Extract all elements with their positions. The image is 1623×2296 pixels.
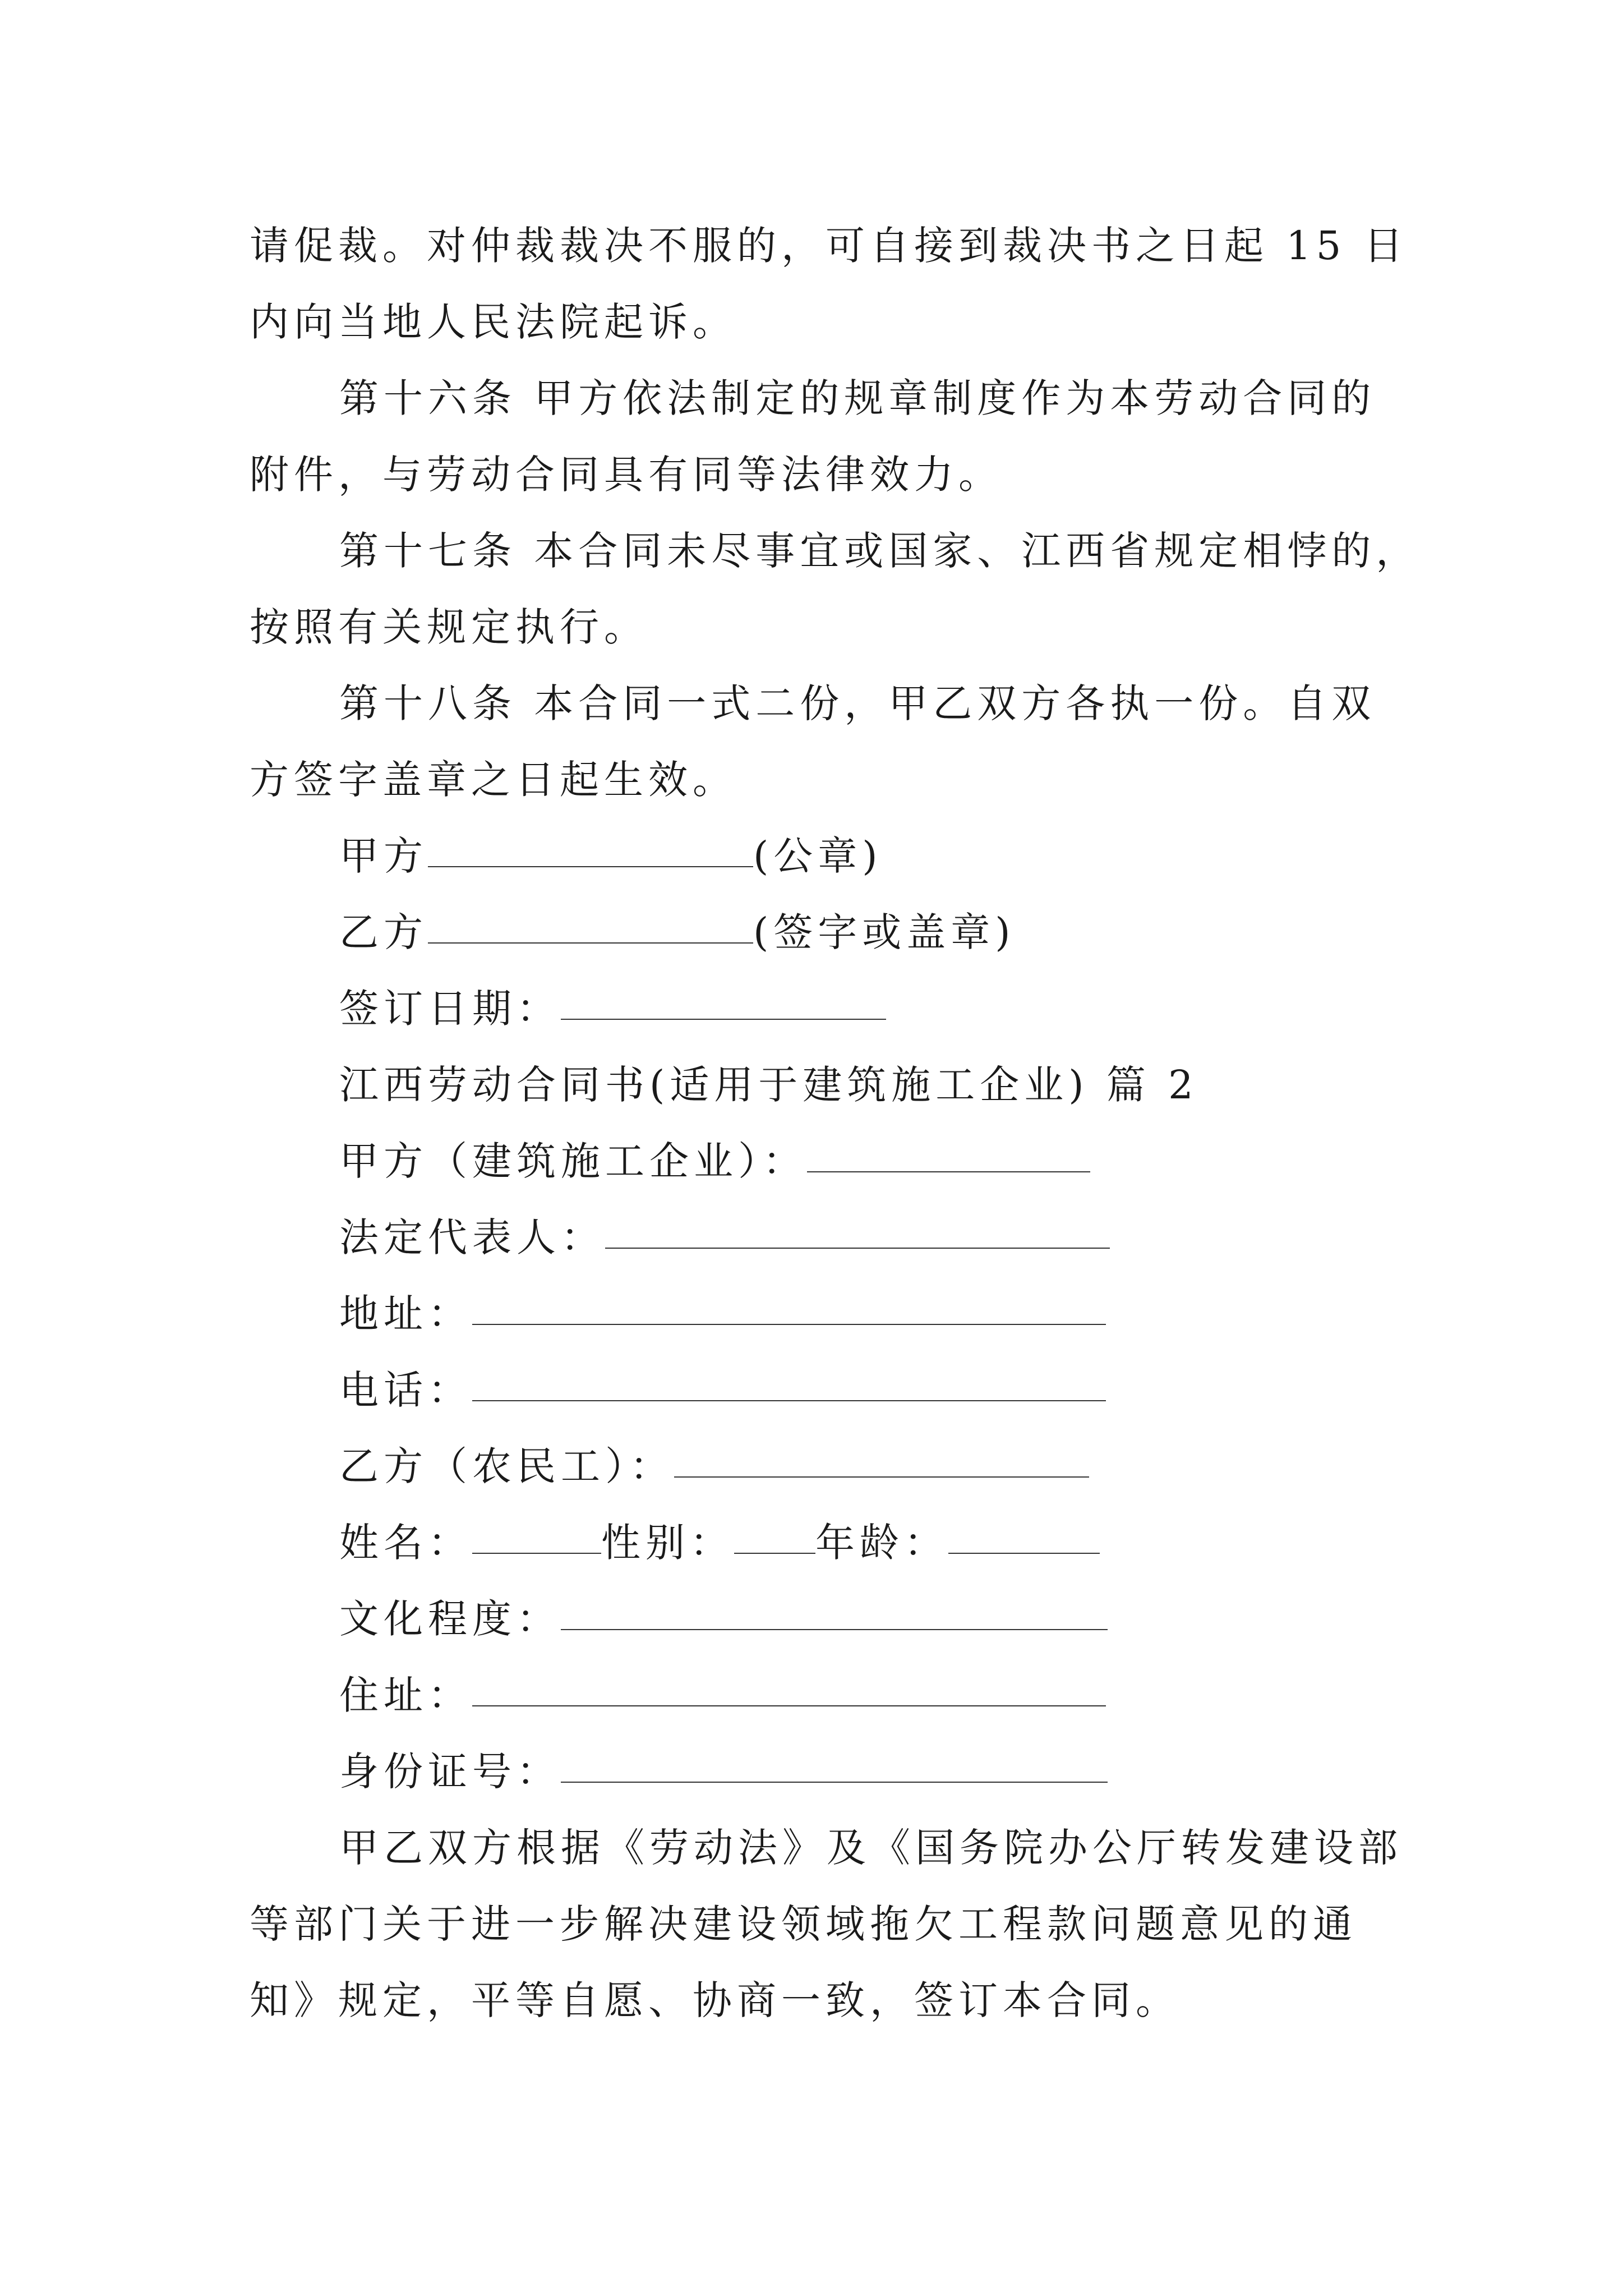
worker-blank[interactable]	[674, 1435, 1089, 1478]
sign-date-label: 签订日期：	[339, 986, 561, 1032]
gender-label: 性别：	[601, 1520, 734, 1566]
legal-rep-blank[interactable]	[605, 1206, 1110, 1249]
document-page	[250, 208, 1421, 2039]
phone-label: 电话：	[339, 1367, 472, 1413]
name-blank[interactable]	[472, 1511, 601, 1554]
legal-rep-label: 法定代表人：	[339, 1214, 605, 1260]
sign-date-blank[interactable]	[561, 977, 886, 1020]
address-label: 地址：	[339, 1291, 472, 1337]
text-line: 按照有关规定执行。	[250, 604, 648, 650]
worker-label: 乙方（农民工）：	[339, 1443, 674, 1489]
article-16: 第十六条 甲方依法制定的规章制度作为本劳动合同的	[339, 375, 1376, 421]
age-label: 年龄：	[815, 1520, 948, 1566]
form-residence	[250, 1657, 1396, 1733]
residence-label: 住址：	[339, 1672, 472, 1718]
party-a-blank[interactable]	[428, 825, 753, 867]
education-blank[interactable]	[561, 1588, 1108, 1630]
gender-blank[interactable]	[734, 1511, 815, 1554]
text-line: 附件，与劳动合同具有同等法律效力。	[250, 452, 1003, 498]
text-line: 方签字盖章之日起生效。	[250, 757, 737, 803]
form-phone	[250, 1352, 1396, 1428]
address-blank[interactable]	[472, 1282, 1106, 1325]
name-label: 姓名：	[339, 1520, 472, 1566]
residence-blank[interactable]	[472, 1664, 1106, 1706]
form-address	[250, 1276, 1396, 1352]
text-line: 请促裁。对仲裁裁决不服的，可自接到裁决书之日起 15 日	[250, 223, 1408, 269]
party-b-signature	[250, 894, 1396, 970]
id-number-blank[interactable]	[561, 1740, 1108, 1783]
id-number-label: 身份证号：	[339, 1749, 561, 1795]
text-line: 内向当地人民法院起诉。	[250, 299, 737, 345]
phone-blank[interactable]	[472, 1359, 1106, 1401]
party-a-label: 甲方	[339, 833, 428, 879]
age-blank[interactable]	[948, 1511, 1100, 1554]
form-worker	[250, 1428, 1396, 1504]
preamble-line: 知》规定，平等自愿、协商一致，签订本合同。	[250, 1977, 1180, 2023]
preamble-line: 等部门关于进一步解决建设领域拖欠工程款问题意见的通	[250, 1901, 1357, 1947]
form-education	[250, 1581, 1396, 1657]
form-legal-rep	[250, 1199, 1396, 1276]
form-employer	[250, 1123, 1396, 1199]
education-label: 文化程度：	[339, 1596, 561, 1642]
preamble-line: 甲乙双方根据《劳动法》及《国务院办公厅转发建设部	[339, 1825, 1403, 1871]
section-title: 江西劳动合同书(适用于建筑施工企业) 篇 2	[339, 1062, 1198, 1108]
party-a-suffix: (公章)	[753, 833, 883, 879]
sign-date	[250, 970, 1396, 1047]
party-b-label: 乙方	[339, 909, 428, 955]
article-18: 第十八条 本合同一式二份，甲乙双方各执一份。自双	[339, 680, 1376, 726]
employer-blank[interactable]	[807, 1130, 1090, 1172]
party-a-signature	[250, 818, 1396, 894]
form-id-number	[250, 1733, 1396, 1810]
form-personal	[250, 1504, 1396, 1581]
employer-label: 甲方（建筑施工企业）：	[339, 1138, 807, 1184]
party-b-blank[interactable]	[428, 901, 753, 944]
party-b-suffix: (签字或盖章)	[753, 909, 1016, 955]
article-17: 第十七条 本合同未尽事宜或国家、江西省规定相悖的，	[339, 528, 1421, 574]
